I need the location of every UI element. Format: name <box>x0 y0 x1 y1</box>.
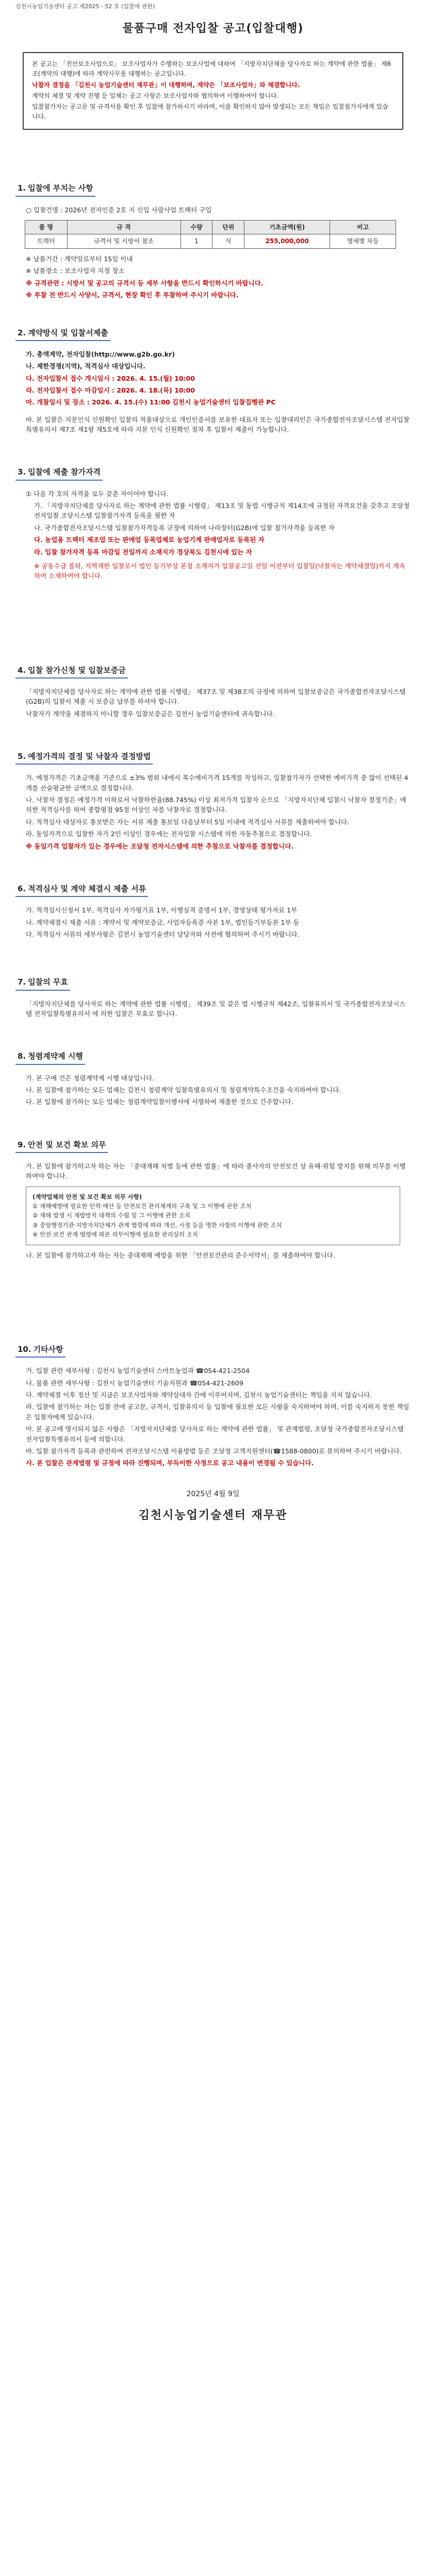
notice-box <box>23 52 403 130</box>
section-8-title: 8. 청렴계약제 시행 <box>15 1049 85 1064</box>
list-item: 가. 「지방자치단체를 당사자로 하는 계약에 관한 법률 시행령」 제13조 및 동법 시행규칙 제14조에 규정된 자격요건을 갖추고 조달청 전자입찰 조달시스템 입찰참가자격 등록을 필한 자 <box>34 502 410 520</box>
list-item: 바. 입찰 참가자격 등록과 관련하여 전자조달시스템 이용방법 등은 조달청 고객지원센터(☎1588-0800)로 문의하여 주시기 바랍니다. <box>26 1447 402 1455</box>
notice-line: 계약의 체결 및 계약 진행 등 일체는 공고 사항은 보조사업자와 협의하여 이행하여야 합니다. <box>32 92 279 99</box>
list-item: 가. 본 입찰에 참가하고자 하는 자는 「중대재해 처벌 등에 관한 법률」에 따라 종사자의 안전보건 상 유해·위험 방지를 위해 의무를 이행하여야 합니다. <box>26 1162 406 1180</box>
list-item: 다. 농업용 트랙터 제조업 또는 판매업 등록업체로 농업기계 판매업자로 등록된 자 <box>34 536 265 544</box>
list-item: 마. 개찰일시 및 장소 : 2026. 4. 15.(수) 11:00 김천시 농업기술센터 입찰집행관 PC <box>26 398 276 406</box>
list-item: 나. 낙찰자 결정은 예정가격 이하로서 낙찰하한율(88.745%) 이상 최저가격 입찰자 순으로 「지방자치단체 입찰시 낙찰자 결정기준」에 의한 적격심사를 하여 종합평점 95점 이상인 자를 낙찰자로 결정합니다. <box>26 796 406 814</box>
cell: 255,000,000 <box>244 234 330 249</box>
col-price: 기초금액(원) <box>244 220 330 234</box>
list-item: 낙찰자가 계약을 체결하지 아니할 경우 입찰보증금은 김천시 농업기술센터에 귀속합니다. <box>26 709 275 718</box>
list-item: 다. 적격심사 대상자로 통보받은 자는 서류 제출 통보일 다음날부터 5일 이내에 적격심사 서류를 제출하여야 합니다. <box>26 818 349 826</box>
section-4 <box>15 643 411 719</box>
section-10 <box>15 1322 411 1468</box>
box-heading: (계약업체의 안전 및 보건 확보 의무 사항) <box>32 1193 142 1200</box>
notice-line: 입찰참가자는 공고문 및 규격서를 확인 후 입찰에 참가하시기 바라며, 이를 확인하지 않아 발생되는 모든 책임은 입찰참가자에게 있습니다. <box>32 103 388 121</box>
list-item: 라. 입찰 참가자격 등록 마감일 전일까지 소재지가 경상북도 김천시에 있는 자 <box>34 548 252 556</box>
list-item: ① 다음 각 호의 자격을 모두 갖춘 자이어야 합니다. <box>26 489 169 498</box>
note-line: ※ 납품기간 : 계약일로부터 15일 이내 <box>26 255 133 263</box>
cell: 규격서 및 시방서 참조 <box>67 234 181 249</box>
list-item: 라. 동일가격으로 입찰한 자가 2인 이상인 경우에는 전자입찰 시스템에 의한 자동추첨으로 결정합니다. <box>26 830 312 838</box>
cell: 식 <box>212 234 244 249</box>
section-10-title: 10. 기타사항 <box>15 1343 65 1358</box>
list-item: 「지방자치단체를 당사자로 하는 계약에 관한 법률 시행령」 제37조 및 제38조의 규정에 의하여 입찰보증금은 국가종합전자조달시스템(G2B)의 입찰서 제출 시 보증금 납부를 하셔야 합니다. <box>26 687 406 706</box>
warning-line: 사. 본 입찰은 관계법령 및 규정에 따라 진행되며, 부득이한 사정으로 공고 내용이 변경될 수 있습니다. <box>26 1459 314 1467</box>
table-row <box>25 234 396 249</box>
list-item: 가. 본 구매 건은 청렴계약제 시행 대상입니다. <box>26 1074 155 1082</box>
list-item: 나. 계약체결시 제출 서류 : 계약서 및 계약보증금, 사업자등록증 사본 1부, 법인등기부등본 1부 등 <box>26 918 300 926</box>
contact-line: 나. 물품 관련 세부사항 : 김천시 농업기술센터 기술지원과 ☎054-421-2609 <box>26 1379 243 1387</box>
cell: 명세별 차등 <box>330 234 396 249</box>
cell: 트랙터 <box>25 234 68 249</box>
section-9 <box>15 1117 411 1260</box>
list-item: 마. 본 공고에 명시되지 않은 사항은 「지방자치단체를 당사자로 하는 계약에 관한 법률」 및 관계법령, 조달청 국가종합전자조달시스템 전자입찰특별유의서 등에 의합니다. <box>26 1425 404 1443</box>
list-item: 다. 적격심사 서류의 세부사항은 김천시 농업기술센터 담당자와 사전에 협의하여 주시기 바랍니다. <box>26 930 300 938</box>
col-note: 비고 <box>330 220 396 234</box>
list-item: 가. 적격심사신청서 1부, 적격심사 자가평가표 1부, 이행실적 증명서 1부, 경영상태 평가자료 1부 <box>26 906 298 914</box>
section-3-title: 3. 입찰에 제출 참가자격 <box>15 465 103 480</box>
section-9-title: 9. 안전 및 보건 확보 의무 <box>15 1138 108 1153</box>
cell: 1 <box>181 234 212 249</box>
list-item: 나. 본 입찰에 참가하고자 하는 자는 중대재해 예방을 위한 「안전보건관리 준수서약서」를 제출하여야 합니다. <box>26 1251 335 1259</box>
col-qty: 수량 <box>181 220 212 234</box>
section-6 <box>15 861 411 939</box>
section-7-title: 7. 입찰의 무효 <box>15 975 70 990</box>
list-item: 다. 본 입찰에 참가하는 모든 업체는 청렴계약입찰이행서에 서명하여 제출한 것으로 간주합니다. <box>26 1098 293 1106</box>
contact-line: 가. 입찰 관련 세부사항 : 김천시 농업기술센터 스마트농업과 ☎054-421-2504 <box>26 1367 250 1375</box>
box-line: ③ 중앙행정기관·지방자치단체가 관계 법령에 따라 개선, 시정 등을 명한 사항의 이행에 관한 조치 <box>32 1221 282 1229</box>
doc-number: 김천시농업기술센터 공고 제2025 - 52 호 (입찰에 관한) <box>15 3 155 10</box>
section-8 <box>15 1029 411 1107</box>
safety-duty-box <box>26 1187 400 1245</box>
note-line: ※ 규격관련 : 시방서 및 공고의 규격서 등 세부 사항을 반드시 확인하시기 바랍니다. <box>26 279 264 287</box>
list-item: 라. 전자입찰서 접수 마감일시 : 2026. 4. 18.(목) 10:00 <box>26 386 195 394</box>
section-5 <box>15 729 411 851</box>
table-header-row <box>25 220 396 234</box>
section-2 <box>15 306 411 435</box>
box-line: ② 재해 발생 시 재발방지 대책의 수립 및 그 이행에 관한 조치 <box>32 1212 191 1219</box>
col-unit: 단위 <box>212 220 244 234</box>
list-item: 라. 입찰에 참가하는 자는 입찰 전에 공고문, 규격서, 입찰유의서 등 입찰에 필요한 모든 사항을 숙지하여야 하며, 이를 숙지하지 못한 책임은 입찰자에게 있습니다. <box>26 1403 409 1421</box>
warning-line: ※ 공동수급 불허, 지역제한 입찰로서 법인 등기부상 본점 소재지가 입찰공고일 전일 이전부터 입찰일(낙찰자는 계약체결일)까지 계속하여 소재하여야 합니다. <box>34 562 405 580</box>
note-line: ※ 납품장소 : 보조사업자 지정 장소 <box>26 267 125 275</box>
notice-line: 본 공고는 「전산보조사업으로」 보조사업자가 수행하는 보조사업에 대하여 「지방자치단체를 당사자로 하는 계약에 관한 법률」 제6조(계약의 대행)에 따라 계약사무를 대행하는 공고입니다. <box>32 60 391 78</box>
section-5-title: 5. 예정가격의 결정 및 낙찰자 결정방법 <box>15 750 153 765</box>
section-7 <box>15 955 411 1019</box>
issue-date: 2025년 4월 9일 <box>186 1489 240 1498</box>
list-item: 나. 국가종합전자조달시스템 입찰참가자격등록 규정에 의하여 나라장터(G2B)에 입찰 참가자격을 등록한 자 <box>34 523 335 532</box>
note-line: ※ 투찰 전 반드시 사양서, 규격서, 현장 확인 후 투찰하여 주시기 바랍니다. <box>26 291 239 299</box>
section-3 <box>15 445 411 581</box>
issuer-name: 김천시농업기술센터 재무관 <box>138 1509 288 1522</box>
list-item: 가. 예정가격은 기초금액을 기준으로 ±3% 범위 내에서 복수예비가격 15개를 작성하고, 입찰참가자가 선택한 예비가격 중 많이 선택된 4개를 산술평균한 금액으로 결정합니다. <box>26 774 408 792</box>
page-title: 물품구매 전자입찰 공고(입찰대행) <box>122 22 304 36</box>
list-item: 나. 제한경쟁(지역), 적격심사 대상입니다. <box>26 362 145 370</box>
list-item: 바. 본 입찰은 지문인식 신원확인 입찰의 적용대상으로 개인인증서를 보유한 대표자 또는 입찰대리인은 국가종합전자조달시스템 전자입찰특별유의서 제7조 제1항 제5호에 따라 지문 인식 신원확인 절차 후 입찰서 제출이 가능합니다. <box>26 415 409 434</box>
section-1-title: 1. 입찰에 부치는 사항 <box>15 181 95 196</box>
box-line: ④ 안전·보건 관계 법령에 따른 의무이행에 필요한 관리상의 조치 <box>32 1231 198 1239</box>
bid-item-table <box>25 220 396 249</box>
section-2-title: 2. 계약방식 및 입찰서제출 <box>15 326 110 341</box>
notice-line: 낙찰자 결정을 「김천시 농업기술센터 재무관」이 대행하며, 계약은 「보조사업자」와 체결합니다. <box>32 81 300 89</box>
box-line: ① 재해예방에 필요한 인력·예산 등 안전보건 관리체계의 구축 및 그 이행에 관한 조치 <box>32 1202 252 1210</box>
col-name: 품 명 <box>25 220 68 234</box>
warning-line: ※ 동일가격 입찰자가 있는 경우에는 조달청 전자시스템에 의한 추첨으로 낙찰자를 결정합니다. <box>26 842 294 850</box>
section-6-title: 6. 적격심사 및 계약 체결시 제출 서류 <box>15 882 148 897</box>
list-item: 나. 본 입찰에 참가하는 모든 업체는 김천시 청렴계약 입찰특별유의서 및 청렴계약특수조건을 숙지하여야 합니다. <box>26 1086 341 1094</box>
section-1 <box>15 161 411 300</box>
list-item: 다. 전자입찰서 접수 개시일시 : 2026. 4. 15.(월) 10:00 <box>26 374 195 382</box>
list-item: 다. 계약체결 이후 정산 및 지급은 보조사업자와 계약상대자 간에 이루어지며, 김천시 농업기술센터는 책임을 지지 않습니다. <box>26 1391 372 1399</box>
list-item: 가. 총액계약, 전자입찰(http://www.g2b.go.kr) <box>26 350 175 358</box>
bid-item-line: ○ 입찰건명 : 2026년 전자인증 2호 지 신입 사람사업 트랙터 구입 <box>26 206 212 214</box>
col-spec: 규 격 <box>67 220 181 234</box>
section-4-title: 4. 입찰 참가신청 및 입찰보증금 <box>15 664 128 679</box>
list-item: 「지방자치단체를 당사자로 하는 계약에 관한 법률 시행령」 제39조 및 같은 법 시행규칙 제42조, 입찰유의서 및 국가종합전자조달시스템 전자입찰특별유의서 에 의한 입찰은 무효로 합니다. <box>26 999 406 1018</box>
